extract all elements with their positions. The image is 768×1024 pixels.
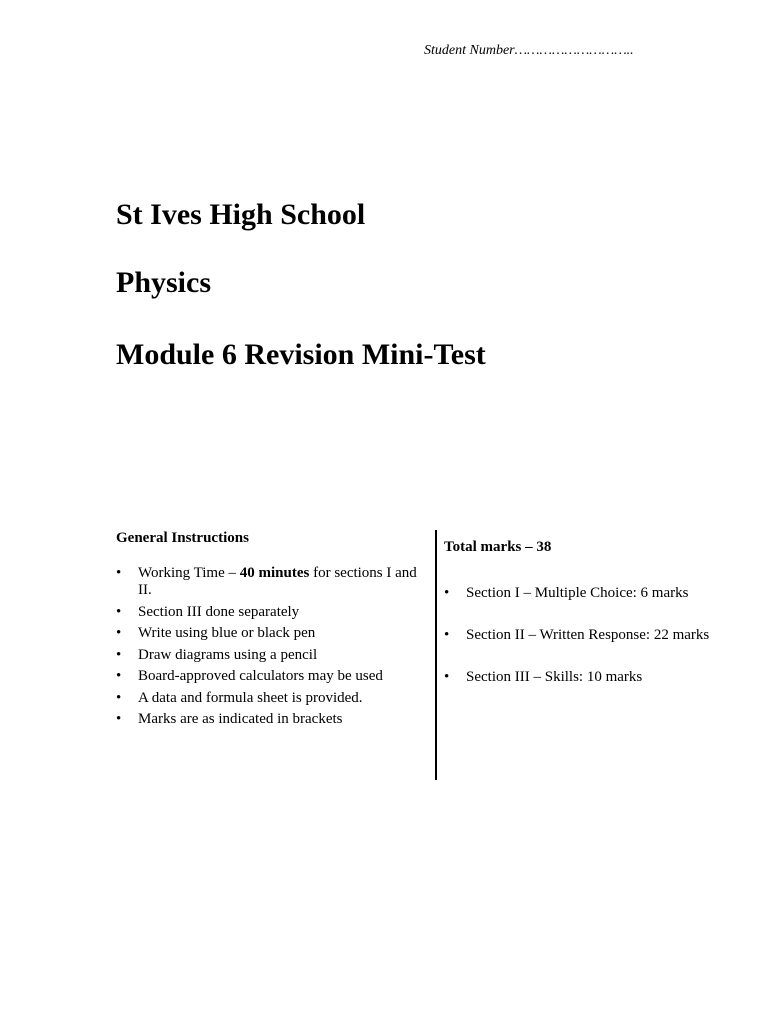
student-number-label: Student Number……………………….. (424, 43, 634, 58)
marks-item-section-3: • Section III – Skills: 10 marks (444, 669, 754, 686)
instruction-item: • Marks are as indicated in brackets (116, 711, 421, 728)
instructions-list (116, 565, 421, 728)
marks-summary (444, 539, 754, 711)
general-instructions (116, 530, 421, 733)
marks-list (444, 585, 754, 686)
test-title: Module 6 Revision Mini-Test (116, 338, 486, 371)
instruction-item: • Write using blue or black pen (116, 625, 421, 642)
working-time-suffix: for sections I and II. (138, 565, 417, 598)
school-title: St Ives High School (116, 198, 366, 231)
instruction-working-time (116, 565, 421, 599)
general-instructions-heading: General Instructions (116, 530, 249, 546)
working-time-prefix: Working Time – (138, 565, 240, 581)
instruction-item: • Section III done separately (116, 604, 421, 621)
working-time-duration: 40 minutes (239, 565, 310, 581)
column-divider (435, 530, 437, 780)
total-marks-heading: Total marks – 38 (444, 539, 552, 555)
marks-item-section-2: • Section II – Written Response: 22 marks (444, 627, 754, 644)
instruction-item: • Draw diagrams using a pencil (116, 647, 421, 664)
marks-item-section-1: • Section I – Multiple Choice: 6 marks (444, 585, 754, 602)
instruction-item: • Board-approved calculators may be used (116, 668, 421, 685)
instruction-item: • A data and formula sheet is provided. (116, 690, 421, 707)
subject-title: Physics (116, 266, 212, 299)
